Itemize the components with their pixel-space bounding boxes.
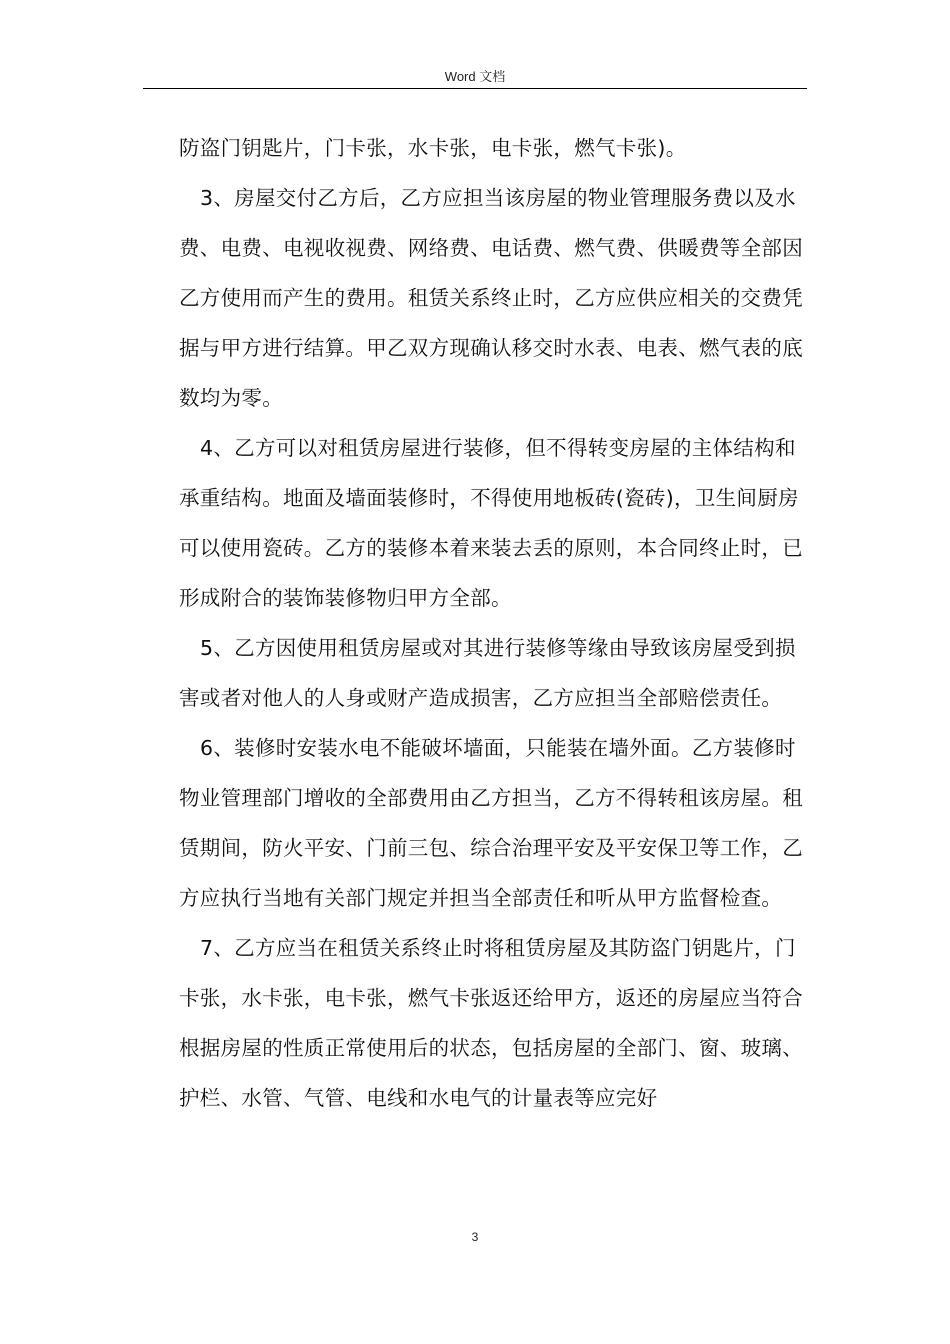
paragraph-clause-5: 5、乙方因使用租赁房屋或对其进行装修等缘由导致该房屋受到损害或者对他人的人身或财产造成损害，乙方应担当全部赔偿责任。 [179, 636, 796, 710]
page-number: 3 [471, 1230, 479, 1244]
paragraph-clause-6: 6、装修时安装水电不能破坏墙面，只能装在墙外面。乙方装修时物业管理部门增收的全部费用由乙方担当，乙方不得转租该房屋。租赁期间，防火平安、门前三包、综合治理平安及平安保卫等工作，乙方应执行当地有关部门规定并担当全部责任和听从甲方监督检查。 [179, 736, 803, 910]
header-divider [143, 88, 807, 89]
paragraph-continuation: 防盗门钥匙片，门卡张，水卡张，电卡张，燃气卡张)。 [179, 136, 687, 160]
paragraph-clause-3: 3、房屋交付乙方后，乙方应担当该房屋的物业管理服务费以及水费、电费、电视收视费、网络费、电话费、燃气费、供暖费等全部因乙方使用而产生的费用。租赁关系终止时，乙方应供应相关的交费凭据与甲方进行结算。甲乙双方现确认移交时水表、电表、燃气表的底数均为零。 [179, 186, 803, 410]
document-body [179, 123, 807, 1123]
page-header: Word 文档 [444, 69, 506, 84]
paragraph-clause-4: 4、乙方可以对租赁房屋进行装修，但不得转变房屋的主体结构和承重结构。地面及墙面装修时，不得使用地板砖(瓷砖)，卫生间厨房可以使用瓷砖。乙方的装修本着来装去丢的原则，本合同终止时，已形成附合的装饰装修物归甲方全部。 [179, 436, 803, 610]
paragraph-clause-7: 7、乙方应当在租赁关系终止时将租赁房屋及其防盗门钥匙片，门卡张，水卡张，电卡张，燃气卡张返还给甲方，返还的房屋应当符合根据房屋的性质正常使用后的状态，包括房屋的全部门、窗、玻璃、护栏、水管、气管、电线和水电气的计量表等应完好 [179, 936, 803, 1110]
